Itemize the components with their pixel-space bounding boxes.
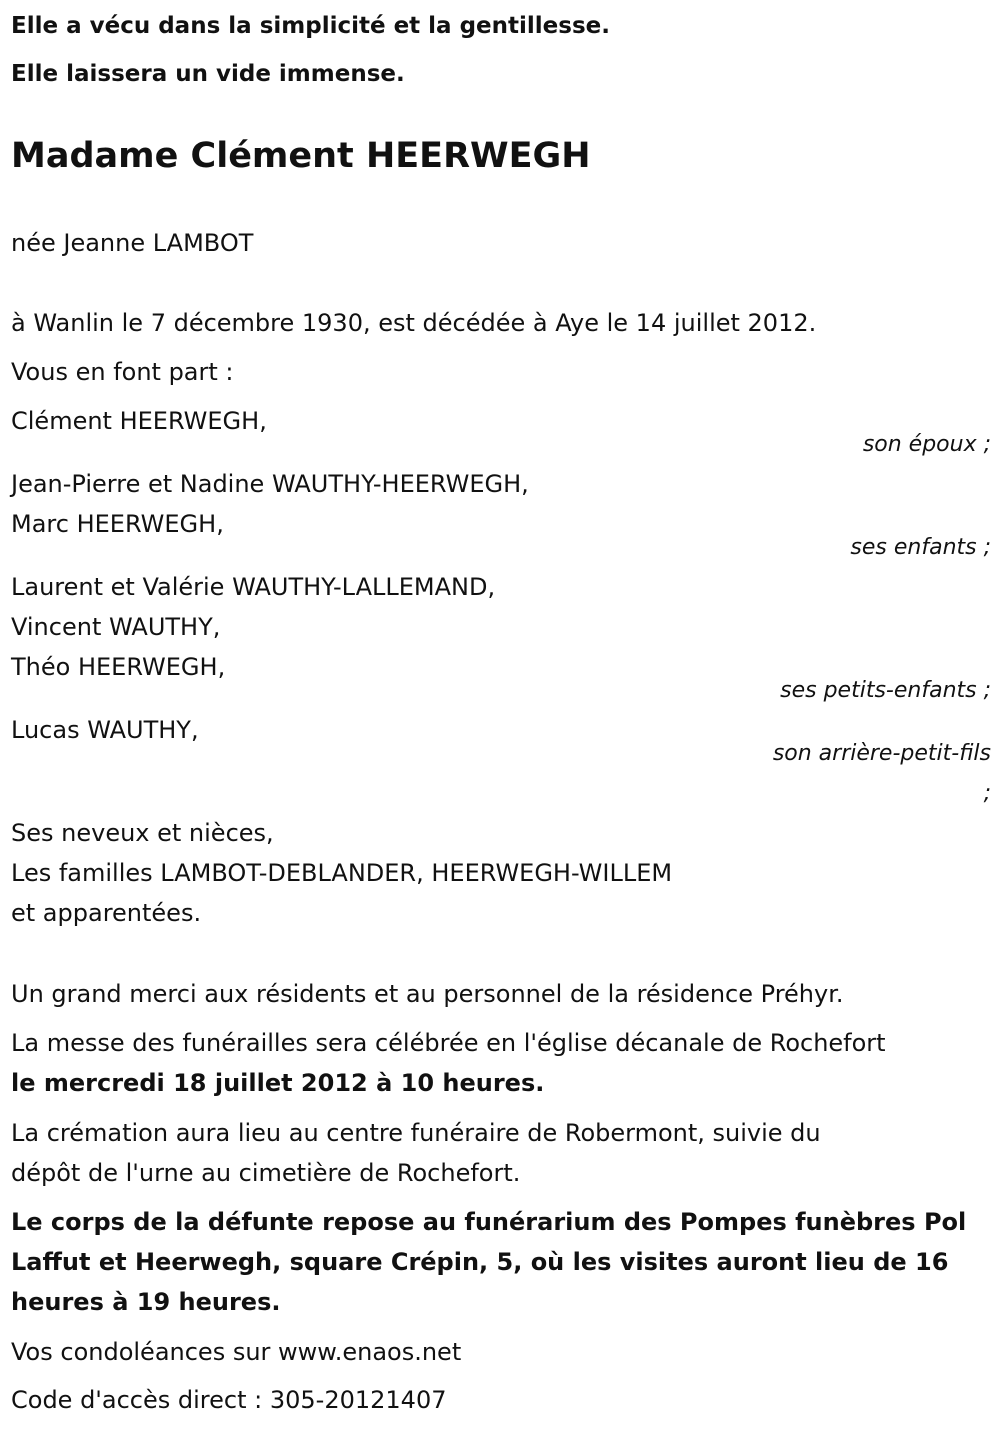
deceased-name: Madame Clément HEERWEGH — [11, 136, 591, 176]
mass-location: La messe des funérailles sera célébrée en l'église décanale de Rochefort — [11, 1029, 886, 1057]
access-code: Code d'accès direct : 305-20121407 — [11, 1386, 447, 1414]
others-line-3: et apparentées. — [11, 899, 202, 927]
condolences: Vos condoléances sur www.enaos.net — [11, 1338, 462, 1366]
mass-date: le mercredi 18 juillet 2012 à 10 heures. — [11, 1069, 545, 1097]
children-role: ses enfants ; — [850, 535, 991, 560]
grandchild-name-3: Théo HEERWEGH, — [11, 653, 226, 681]
others-line-2: Les familles LAMBOT-DEBLANDER, HEERWEGH-WILLEM — [11, 859, 673, 887]
rest-line-2: Laffut et Heerwegh, square Crépin, 5, où les visites auront lieu de 16 — [11, 1248, 949, 1276]
great-grandchild-role-end: ; — [983, 781, 991, 806]
maiden-name: née Jeanne LAMBOT — [11, 229, 254, 257]
birth-death-dates: à Wanlin le 7 décembre 1930, est décédée à Aye le 14 juillet 2012. — [11, 309, 817, 337]
rest-line-3: heures à 19 heures. — [11, 1288, 281, 1316]
spouse-role: son époux ; — [862, 432, 991, 457]
others-line-1: Ses neveux et nièces, — [11, 819, 274, 847]
great-grandchild-name: Lucas WAUTHY, — [11, 716, 199, 744]
grandchild-name-2: Vincent WAUTHY, — [11, 613, 221, 641]
rest-line-1: Le corps de la défunte repose au funérarium des Pompes funèbres Pol — [11, 1208, 967, 1236]
grandchildren-role: ses petits-enfants ; — [780, 678, 991, 703]
child-name-2: Marc HEERWEGH, — [11, 510, 224, 538]
great-grandchild-role: son arrière-petit-fils — [772, 741, 991, 766]
intro-line-2: Elle laissera un vide immense. — [11, 61, 405, 87]
cremation-line-1: La crémation aura lieu au centre funéraire de Robermont, suivie du — [11, 1119, 821, 1147]
thanks: Un grand merci aux résidents et au personnel de la résidence Préhyr. — [11, 980, 844, 1008]
intro-line-1: Elle a vécu dans la simplicité et la gentillesse. — [11, 13, 610, 39]
grandchild-name-1: Laurent et Valérie WAUTHY-LALLEMAND, — [11, 573, 496, 601]
spouse-name: Clément HEERWEGH, — [11, 407, 267, 435]
child-name-1: Jean-Pierre et Nadine WAUTHY-HEERWEGH, — [11, 470, 529, 498]
cremation-line-2: dépôt de l'urne au cimetière de Rochefort. — [11, 1159, 521, 1187]
announcement: Vous en font part : — [11, 358, 234, 386]
